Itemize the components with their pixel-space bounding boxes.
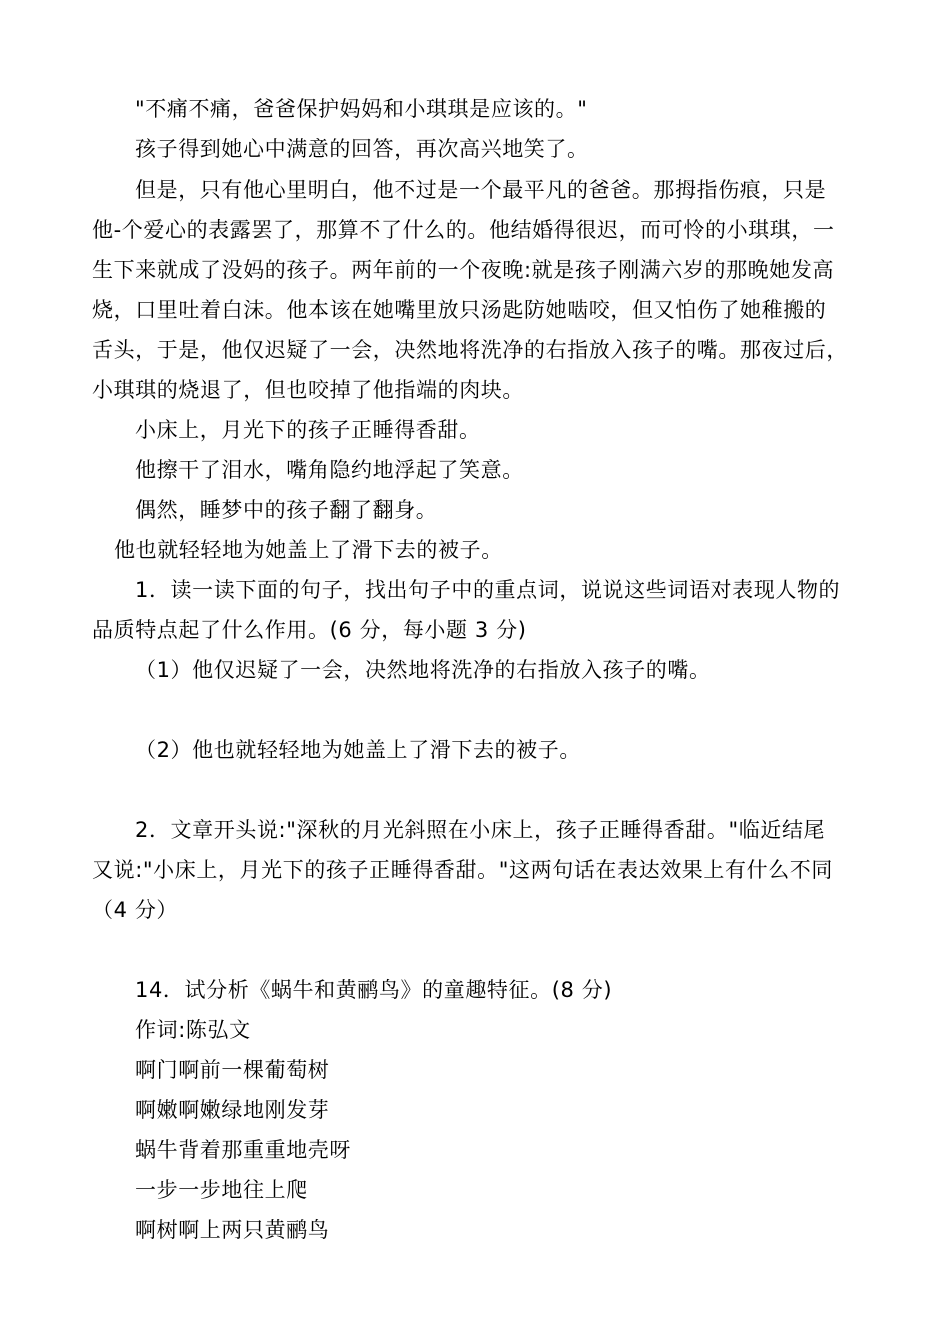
story-paragraph-5: 他擦干了泪水，嘴角隐约地浮起了笑意。 bbox=[135, 458, 524, 482]
story-paragraph-6: 偶然，睡梦中的孩子翻了翻身。 bbox=[135, 498, 438, 522]
song-line-1: 啊门啊前一棵葡萄树 bbox=[135, 1058, 330, 1082]
story-paragraph-3-line-4: 烧，口里吐着白沫。他本该在她嘴里放只汤匙防她啮咬，但又怕伤了她稚搬的 bbox=[92, 298, 827, 322]
question-1-line-2: 品质特点起了什么作用。(6 分，每小题 3 分) bbox=[92, 618, 527, 642]
question-2-line-3: （4 分） bbox=[92, 898, 179, 922]
song-line-4: 一步一步地往上爬 bbox=[135, 1178, 308, 1202]
story-paragraph-4: 小床上，月光下的孩子正睡得香甜。 bbox=[135, 418, 481, 442]
question-1-sub-2: （2）他也就轻轻地为她盖上了滑下去的被子。 bbox=[135, 738, 581, 762]
song-line-5: 啊树啊上两只黄鹂鸟 bbox=[135, 1218, 330, 1242]
story-paragraph-3-line-5: 舌头，于是，他仅迟疑了一会，决然地将洗净的右指放入孩子的嘴。那夜过后， bbox=[92, 338, 848, 362]
story-paragraph-7: 他也就轻轻地为她盖上了滑下去的被子。 bbox=[114, 538, 503, 562]
question-14: 14．试分析《蜗牛和黄鹂鸟》的童趣特征。(8 分) bbox=[135, 978, 613, 1002]
story-paragraph-3-line-2: 他-个爱心的表露罢了，那算不了什么的。他结婚得很迟，而可怜的小琪琪，一 bbox=[92, 218, 835, 242]
song-line-2: 啊嫩啊嫩绿地刚发芽 bbox=[135, 1098, 330, 1122]
story-paragraph-3-line-1: 但是，只有他心里明白，他不过是一个最平凡的爸爸。那拇指伤痕，只是 bbox=[135, 178, 827, 202]
question-2-line-2: 又说:"小床上，月光下的孩子正睡得香甜。"这两句话在表达效果上有什么不同 bbox=[92, 858, 833, 882]
song-lyricist: 作词:陈弘文 bbox=[135, 1018, 251, 1042]
question-1-sub-1: （1）他仅迟疑了一会，决然地将洗净的右指放入孩子的嘴。 bbox=[135, 658, 711, 682]
question-1-line-1: 1．读一读下面的句子，找出句子中的重点词，说说这些词语对表现人物的 bbox=[135, 578, 841, 602]
song-line-3: 蜗牛背着那重重地壳呀 bbox=[135, 1138, 351, 1162]
story-paragraph-2: 孩子得到她心中满意的回答，再次高兴地笑了。 bbox=[135, 137, 589, 161]
story-paragraph-3-line-3: 生下来就成了没妈的孩子。两年前的一个夜晚:就是孩子刚满六岁的那晚她发高 bbox=[92, 258, 835, 282]
story-paragraph-3-line-6: 小琪琪的烧退了，但也咬掉了他指端的肉块。 bbox=[92, 378, 524, 402]
story-paragraph-1: "不痛不痛，爸爸保护妈妈和小琪琪是应该的。" bbox=[135, 97, 588, 121]
question-2-line-1: 2．文章开头说:"深秋的月光斜照在小床上，孩子正睡得香甜。"临近结尾 bbox=[135, 818, 826, 842]
